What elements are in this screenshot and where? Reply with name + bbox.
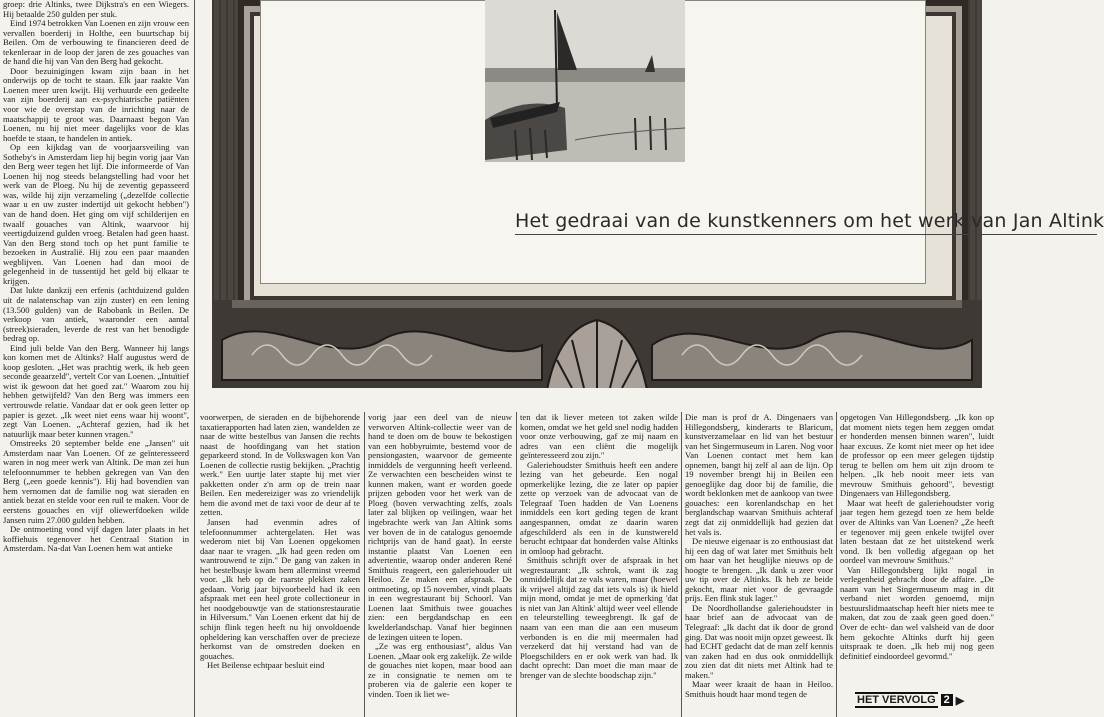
headline: Het gedraai van de kunstkenners om het werk van Jan Altink: [515, 210, 1104, 232]
paragraph: Van Hillegondsberg lijkt nogal in verlegenheid gebracht door de affaire. „De naam van het Singermuseum mag in dit verband niet worden genoemd, mijn bestuurslidmaatschap heeft hier niets mee te maken, dat zou de zaak geen goed doen." Over de echt- dan wel valsheid van de door hem gekochte Altinks durft hij geen uitspraak te doen. „Ik heb mij nog geen definitief eindoordeel gevormd.": [840, 564, 994, 661]
paragraph: Eind juli belde Van den Berg. Wanneer hij langs kon komen met de Altinks? Half augustus werd de koop gesloten. „Het was prachtig werk, ik heb geen seconde geaarzeld", vertelt Cor van Loenen. „Intuïtief wist ik gewoon dat het goed zat." Waarom zou hij hebben getwijfeld? Van den Berg was immers een vertrouwde relatie. Vandaar dat er ook geen letter op papier is gezet. „Ik weet niet eens waar hij woont", zegt Van Loenen. „Achteraf gezien, had ik het natuurlijk maar beter kunnen vragen.": [3, 342, 189, 439]
article-column-6: [840, 413, 994, 689]
paragraph: Het Beilense echtpaar besluit eind: [207, 660, 325, 671]
headline-underline: [515, 234, 1097, 235]
paragraph: „Ze was erg enthousiast", aldus Van Loenen. „Maar ook erg zakelijk. Ze wilde de gouaches niet kopen, maar bood aan ze in consignatie te nemen om te proberen via de galerie een koper te vinden. Toen ik liet we-: [368, 641, 512, 699]
paragraph: Omstreeks 20 september belde ene „Jansen" uit Amsterdam naar Van Loenen. Of ze geïnteresseerd waren in nog meer werk van Altink. De man zei hun telefoonnummer te hebben gekregen van Van den Berg („een goede kennis"). Hij had bovendien van hem vernomen dat de familie nog wat sieraden en antiek bezat en stelde voor een ruil te maken. Voor de eerstens gouaches en vijf oliewerfdoeken wilde Jansen ruim 27.000 gulden hebben.: [3, 438, 189, 525]
continued-label: HET VERVOLG: [857, 694, 936, 706]
article-column-5: [685, 413, 833, 717]
paragraph: De Noordhollandse galeriehoudster in haar brief aan de advocaat van de Telegraaf: „Ik dacht dat ik door de grond ging. Dat was nooit mijn opzet geweest. Ik had ECHT gedacht dat de man zelf kennis van zaken had en dus ook onmiddellijk zou zien dat dit niets met Altink had te maken.": [685, 602, 833, 680]
framed-painting-illustration: [212, 0, 1104, 408]
paragraph: De ontmoeting vond vijf dagen later plaats in het koffiehuis tegenover het Centraal Station in Amsterdam. Na-dat Van Loenen hem wat antieke: [3, 524, 189, 554]
paragraph: Op een kijkdag van de voorjaarsveiling van Sotheby's in Amsterdam liep hij begin vorig jaar Van den Berg weer tegen het lijf. Die informeerde of Van Loenen hij nog steeds belangstelling had voor het werk van de Ploeg. Nu hij de zeventig gepasseerd was, wilde hij zijn verzameling („dezelfde collectie waar u en uw zuster indertijd uit gekocht hebben") van de hand doen. Het ging om vijf schilderijen en twaalf gouaches van Altink, waarvoor hij veertigduizend gulden vroeg. Betalen had geen haast. Van den Berg stond toch op het punt familie te bezoeken in Australië. Hij zou een paar maanden wegblijven. Van Loenen had dan mooi de gelegenheid in de tussentijd het geld bij elkaar te krijgen.: [3, 142, 189, 286]
paragraph: Galeriehoudster Smithuis heeft een andere lezing van het gebeurde. Een nogal opmerkelijke lezing, die ze later op papier zette op verzoek van de advocaat van de Telegraaf Toen hadden de Van Loenens inmiddels een kort geding tegen de krant aangespannen, omdat ze daarin waren afgeschilderd als een in de kunstwereld berucht echtpaar dat honderden valse Altinks in omloop had gebracht.: [520, 459, 678, 556]
paragraph: voorwerpen, de sieraden en de bijbehorende taxatierapporten had laten zien, wandelden ze naar de witte bestelbus van Jansen die rechts naast de hoofdingang van het station geparkeerd stond. In de Volkswagen kon Van Loenen de collectie rustig bekijken. „Prachtig werk." Een uurtje later stapte hij met vier pakketten onder z'n arm op de trein naar Beilen. Een medereiziger was zo vriendelijk hem die avond met de taxi voor de deur af te zetten.: [200, 412, 360, 518]
article-column-1: [3, 0, 189, 717]
column-divider: [364, 412, 365, 717]
article-column-4: [520, 413, 678, 717]
paragraph: De nieuwe eigenaar is zo enthousiast dat hij een dag of wat later met Smithuis belt om haar van het heuglijke nieuws op de hoogte te brengen. „Ik dank u zeer voor uw tip over de Altinks. Ik heb ze beide gekocht, maar niet voor de gevraagde prijs. Een flink stuk lager.": [685, 536, 833, 604]
article-column-3: [368, 413, 512, 717]
paragraph: Jansen had evenmin adres of telefoonnummer achtergelaten. Het was wederom niet bij Van Loenen opgekomen daar naar te vragen. „Ik had geen reden om wantrouwend te zijn." De gang van zaken in het bestelbusje kwam hem allerminst vreemd voor. „Ik heb op de raarste plekken zaken gedaan. Vorig jaar bijvoorbeeld had ik een afspraak met een heel grote collectioneur in het noodgebouwtje van de stationsrestauratie in Hilversum." Van Loenen erkent dat hij de schijn flink tegen heeft nu hij onvoldoende opheldering kan verschaffen over de precieze herkomst van de omstreden doeken en gouaches.: [200, 517, 360, 661]
paragraph: Maar weer kraait de haan in Heiloo. Smithuis houdt haar mond tegen de: [685, 679, 833, 699]
article-column-2: [200, 413, 360, 717]
column-divider: [516, 412, 517, 717]
continued-arrow-icon: ▶: [955, 694, 965, 707]
column-divider: [836, 412, 837, 717]
paragraph: ten dat ik liever meteen tot zaken wilde komen, omdat we het geld snel nodig hadden voor onze verbouwing, gaf ze mij naam en adres van een cliënt die mogelijk geïnteresseerd zou zijn.": [520, 412, 678, 461]
paragraph: Door bezuinigingen kwam zijn baan in het onderwijs op de tocht te staan. Elk jaar raakte Van Loenen meer uren kwijt. Hij verhuurde een gedeelte van zijn boerderij aan ex-psychiatrische patiënten voor wie de overstap van de inrichting naar de maatschappij te groot was. Daarnaast begon Van Loenen, nu hij niet meer dagelijks voor de klas hoefde te staan, te handelen in antiek.: [3, 65, 189, 143]
continued-page-number: 2: [941, 694, 953, 706]
paragraph: groep: drie Altinks, twee Dijkstra's en een Wiegers. Hij betaalde 250 gulden per stuk.: [3, 0, 189, 19]
column-divider: [194, 0, 195, 717]
continued-marker: [855, 692, 964, 708]
painting-image: [485, 0, 685, 162]
frame-ornament: [212, 300, 982, 408]
paragraph: Dat lukte dankzij een erfenis (achtduizend gulden uit de nalatenschap van zijn zuster) en een lening (13.500 gulden) van de Rabobank in Beilen. De verkoop van antiek, waaronder een aantal (streek)sieraden, leverde de rest van het benodigde bedrag op.: [3, 285, 189, 344]
paragraph: opgetogen Van Hillegondsberg. „Ik kon op dat moment niets tegen hem zeggen omdat er honderden mensen binnen waren", luidt haar excuus. Ze komt niet meer op het idee de professor op een meer gelegen tijdstip terug te bellen om hem uit zijn droom te helpen. „Ik heb nooit meer iets van mevrouw Smithuis gehoord", bevestigt Dingenaers van Hillegondsberg.: [840, 412, 994, 499]
paragraph: Maar wat heeft de galeriehoudster vorig jaar tegen hem gezegd toen ze hem belde over de Altinks van Van Loenen? „Ze heeft er tegenover mij geen enkele twijfel over laten bestaan dat ze het uitstekend werk vond. Ik ben volledig afgegaan op het oordeel van mevrouw Smithuis.": [840, 497, 994, 566]
paragraph: Smithuis schrijft over de afspraak in het wegrestaurant: „Ik schrok, want ik zag onmiddellijk dat ze vals waren, maar (hoewel ik vrijwel altijd zag dat iets vals is) ik hield mijn mond, omdat je met de opmerking 'dat is niet van Jan Altink' altijd weer veel ellende en teleurstelling teweegbrengt. Ik gaf de naam van een man die aan een museum verbonden is en die mij meermalen had verzekerd dat hij verstand had van de Ploegschilders en er ook werk van had. Ik dacht oprecht: Dan moet die man maar de brenger van de slechte boodschap zijn.": [520, 555, 678, 680]
paragraph: Die man is prof dr A. Dingenaers van Hillegondsberg, kinderarts te Blaricum, kunstverzamelaar en lid van het bestuur van het Singermuseum in Laren. Nog voor Van Loenen contact met hem kan opnemen, bangt hij zelf al aan de lijn. Op 19 november brengt hij in Beilen een genoeglijke dag door bij de familie, die wordt beklonken met de aankoop van twee gouaches: een korenlandschap en het berglandschap waarvan Smithuis achteraf zegt dat zij onmiddellijk had gezien dat het vals is.: [685, 412, 833, 537]
paragraph: vorig jaar een deel van de nieuw verworven Altink-collectie weer van de hand te doen om de bouw te bekostigen van een hobbyruimte, bestemd voor de pensiongasten, waarvoor de gemeente inmiddels de vergunning heeft verleend. Ze verwachten een bescheiden winst te kunnen maken, want er worden goede prijzen geboden voor het werk van de Ploeg (boven verwachting zelfs, zoals later zal blijken op veilingen, waar het ingebrachte werk van Jan Altink soms ver boven de in de catalogus genoemde richtprijs van de hand gaat). In eerste instantie plaatst Van Loenen een advertentie, waarop onder anderen René Smithuis reageert, een galeriehouder uit Heiloo. Ze maken een afspraak. De ontmoeting, op 15 november, vindt plaats in een wegrestaurant bij Schoorl. Van Loenen laat Smithuis twee gouaches zien: een bergdandschap en een kwelderlandschap. Vanaf hier beginnen de lezingen uiteen te lopen.: [368, 412, 512, 642]
column-divider: [681, 412, 682, 717]
paragraph: Eind 1974 betrokken Van Loenen en zijn vrouw een vervallen boerderij in Holthe, een buurtschap bij Beilen. Om de verbouwing te financieren deed de tekenleraar in de loop der jaren de zes gouaches van de hand die hij van Van den Berg had gekocht.: [3, 18, 189, 67]
